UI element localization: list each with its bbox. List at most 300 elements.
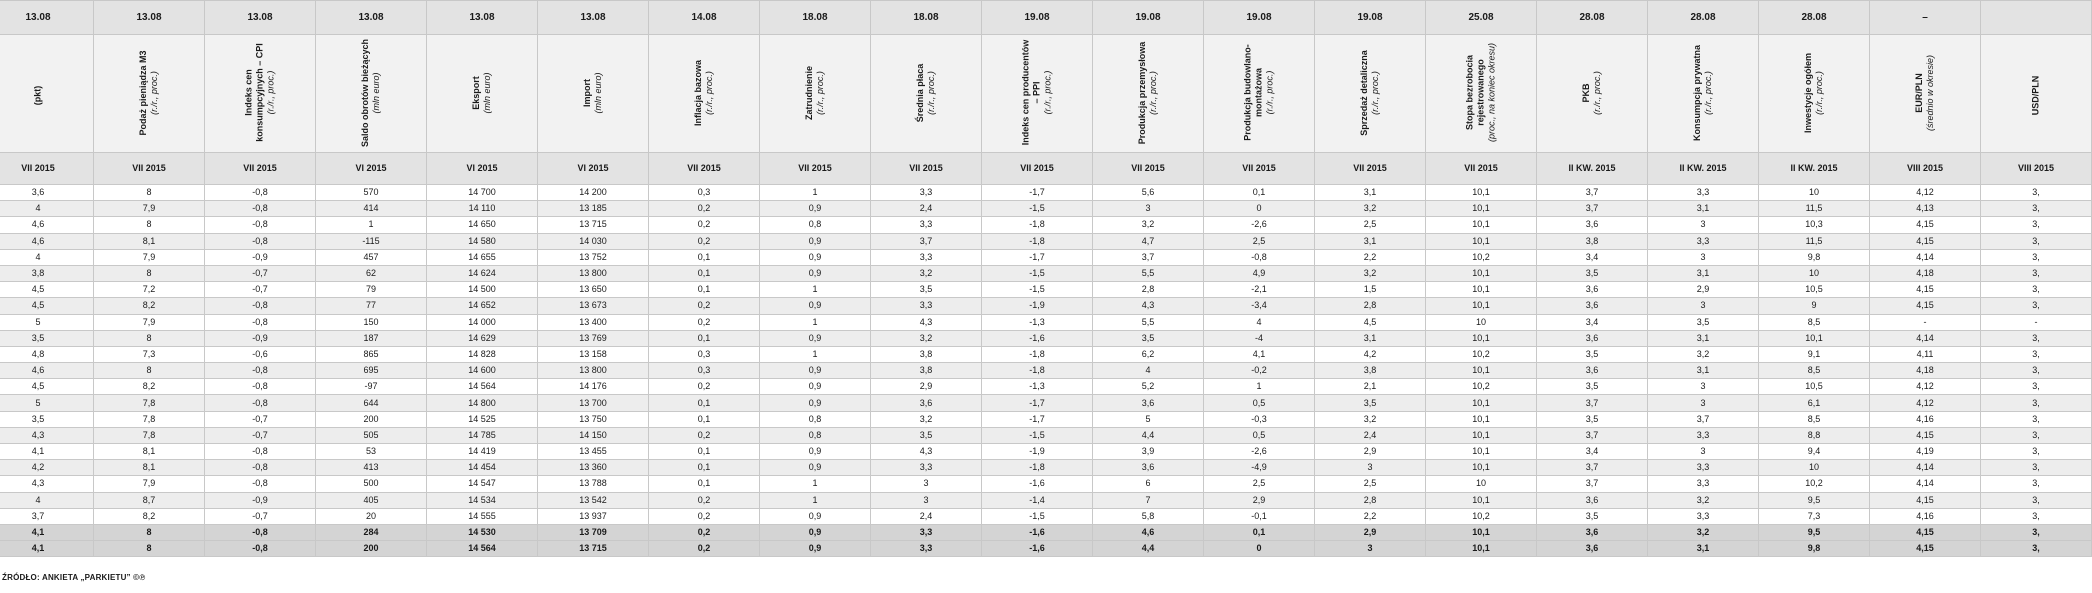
table-cell: 1 — [316, 217, 427, 233]
table-cell: -0,8 — [1204, 249, 1315, 265]
table-cell: 4,8 — [0, 346, 94, 362]
table-cell: 3,6 — [1093, 395, 1204, 411]
table-cell: 4,15 — [1870, 282, 1981, 298]
table-cell: -0,1 — [1204, 508, 1315, 524]
indicator-name: EUR/PLN — [1914, 72, 1924, 113]
table-cell: 4,4 — [1093, 427, 1204, 443]
table-cell: 13 158 — [538, 346, 649, 362]
summary-cell: 284 — [316, 524, 427, 540]
table-cell: -1,7 — [982, 185, 1093, 201]
table-cell: 4,2 — [0, 460, 94, 476]
table-cell: 0,3 — [649, 346, 760, 362]
table-cell: 3,1 — [1648, 363, 1759, 379]
table-cell: 0,1 — [649, 330, 760, 346]
table-cell: -2,1 — [1204, 282, 1315, 298]
table-cell: -1,8 — [982, 460, 1093, 476]
table-cell: 13 400 — [538, 314, 649, 330]
table-cell: 10 — [1759, 185, 1870, 201]
table-cell: 79 — [316, 282, 427, 298]
table-cell: 7,2 — [94, 282, 205, 298]
table-cell: 4,12 — [1870, 395, 1981, 411]
table-cell: 3,1 — [1315, 330, 1426, 346]
table-cell: 4,3 — [0, 427, 94, 443]
table-cell: 3 — [1648, 217, 1759, 233]
table-cell: 2,9 — [1648, 282, 1759, 298]
table-cell: 3,1 — [1648, 201, 1759, 217]
table-cell: 14 200 — [538, 185, 649, 201]
table-cell: 3 — [1648, 395, 1759, 411]
table-cell: 3,4 — [1537, 249, 1648, 265]
summary-cell: -1,6 — [982, 524, 1093, 540]
table-cell: 3,3 — [1648, 185, 1759, 201]
indicator-name: Zatrudnienie — [804, 65, 814, 120]
indicator-names-row — [0, 35, 2092, 153]
table-cell: 3,8 — [1537, 233, 1648, 249]
summary-cell: 8 — [94, 541, 205, 557]
table-cell: 0,1 — [649, 395, 760, 411]
table-row — [0, 411, 2092, 427]
table-cell: 414 — [316, 201, 427, 217]
table-row — [0, 444, 2092, 460]
reference-period-cell: VII 2015 — [1315, 153, 1426, 185]
table-cell: 3,1 — [1648, 265, 1759, 281]
table-cell: -1,3 — [982, 314, 1093, 330]
table-cell: -1,5 — [982, 282, 1093, 298]
table-cell: 3, — [1981, 201, 2092, 217]
table-cell: 10,2 — [1426, 249, 1537, 265]
table-cell: -0,8 — [205, 298, 316, 314]
indicator-unit: (r./r., proc.) — [1592, 70, 1602, 115]
table-cell: 3,7 — [0, 508, 94, 524]
table-cell: -0,9 — [205, 492, 316, 508]
indicator-unit: (mln euro) — [371, 72, 381, 114]
table-cell: 3,7 — [1648, 411, 1759, 427]
table-cell: 4,1 — [0, 444, 94, 460]
table-row — [0, 508, 2092, 524]
table-cell: 3, — [1981, 233, 2092, 249]
table-cell: 570 — [316, 185, 427, 201]
table-cell: 0,1 — [649, 476, 760, 492]
table-cell: 4,13 — [1870, 201, 1981, 217]
table-cell: 13 752 — [538, 249, 649, 265]
table-cell: -1,9 — [982, 444, 1093, 460]
table-cell: 3, — [1981, 444, 2092, 460]
indicator-name: Produkcja przemysłowa — [1137, 41, 1147, 144]
table-cell: 14 650 — [427, 217, 538, 233]
indicator-name-cell — [1204, 35, 1315, 153]
indicator-name: Średnia płaca — [915, 63, 925, 122]
table-row — [0, 314, 2092, 330]
table-cell: -0,7 — [205, 427, 316, 443]
indicator-unit: (r./r., proc.) — [1703, 70, 1713, 115]
reference-period-cell: VII 2015 — [1204, 153, 1315, 185]
table-cell: 4,1 — [1204, 346, 1315, 362]
indicator-label — [582, 38, 604, 148]
table-cell: 1 — [760, 476, 871, 492]
table-cell: 4,5 — [0, 298, 94, 314]
table-cell: 10,1 — [1426, 395, 1537, 411]
table-cell: 0,1 — [649, 460, 760, 476]
table-cell: -4,9 — [1204, 460, 1315, 476]
table-cell: 0,9 — [760, 265, 871, 281]
table-cell: -0,6 — [205, 346, 316, 362]
indicator-name-cell — [316, 35, 427, 153]
table-cell: 0,9 — [760, 460, 871, 476]
table-row — [0, 298, 2092, 314]
table-cell: 11,5 — [1759, 233, 1870, 249]
indicator-label — [1581, 38, 1603, 148]
table-cell: 4 — [1204, 314, 1315, 330]
indicator-name-cell — [871, 35, 982, 153]
table-cell: 500 — [316, 476, 427, 492]
table-cell: 7 — [1093, 492, 1204, 508]
table-cell: 3,2 — [871, 265, 982, 281]
table-cell: 3,5 — [1315, 395, 1426, 411]
table-cell: 0,2 — [649, 427, 760, 443]
indicator-name: Sprzedaż detaliczna — [1359, 49, 1369, 136]
table-cell: 0,8 — [760, 411, 871, 427]
table-cell: -0,7 — [205, 411, 316, 427]
table-cell: 14 454 — [427, 460, 538, 476]
table-cell: 7,9 — [94, 249, 205, 265]
table-cell: 4,6 — [0, 363, 94, 379]
table-cell: 4 — [0, 249, 94, 265]
table-cell: 0,9 — [760, 508, 871, 524]
indicator-label — [471, 38, 493, 148]
summary-cell: 3,1 — [1648, 541, 1759, 557]
table-cell: 10,1 — [1426, 265, 1537, 281]
table-cell: 4,14 — [1870, 476, 1981, 492]
table-cell: 3,3 — [871, 185, 982, 201]
table-cell: -0,7 — [205, 265, 316, 281]
table-cell: -1,5 — [982, 427, 1093, 443]
release-date-cell: – — [1870, 1, 1981, 35]
table-cell: 10,3 — [1759, 217, 1870, 233]
summary-cell: 3,3 — [871, 541, 982, 557]
table-cell: 3,3 — [1648, 476, 1759, 492]
table-cell: 4,3 — [0, 476, 94, 492]
table-cell: 0,8 — [760, 427, 871, 443]
summary-cell: -0,8 — [205, 524, 316, 540]
table-cell: 10,1 — [1426, 282, 1537, 298]
indicator-unit: (r./r., proc.) — [1814, 70, 1824, 115]
table-cell: 14 600 — [427, 363, 538, 379]
table-cell: 0,9 — [760, 330, 871, 346]
table-cell: 457 — [316, 249, 427, 265]
table-cell: 3,7 — [1537, 201, 1648, 217]
table-cell: 3,6 — [0, 185, 94, 201]
table-cell: 6,1 — [1759, 395, 1870, 411]
reference-period-cell: VII 2015 — [205, 153, 316, 185]
table-cell: 0,9 — [760, 249, 871, 265]
table-cell: 2,2 — [1315, 508, 1426, 524]
table-cell: 14 547 — [427, 476, 538, 492]
table-cell: 10,2 — [1759, 476, 1870, 492]
table-cell: 4,5 — [1315, 314, 1426, 330]
table-cell: 5,6 — [1093, 185, 1204, 201]
table-cell: 200 — [316, 411, 427, 427]
table-cell: 8,5 — [1759, 363, 1870, 379]
table-cell: 4,11 — [1870, 346, 1981, 362]
table-cell: 14 652 — [427, 298, 538, 314]
table-cell: 10,5 — [1759, 379, 1870, 395]
table-cell: 14 800 — [427, 395, 538, 411]
reference-period-cell: II KW. 2015 — [1648, 153, 1759, 185]
release-date-cell: 13.08 — [427, 1, 538, 35]
table-cell: -0,8 — [205, 476, 316, 492]
table-cell: 2,8 — [1093, 282, 1204, 298]
table-cell: 8,2 — [94, 379, 205, 395]
table-cell: -2,6 — [1204, 444, 1315, 460]
reference-period-cell: VII 2015 — [760, 153, 871, 185]
table-cell: 77 — [316, 298, 427, 314]
indicator-label — [1243, 38, 1276, 148]
indicator-unit: (r./r., proc.) — [815, 70, 825, 115]
table-cell: 0,3 — [649, 363, 760, 379]
release-date-cell: 13.08 — [538, 1, 649, 35]
table-cell: 3,6 — [1537, 217, 1648, 233]
table-cell: 10 — [1426, 314, 1537, 330]
table-cell: 3,8 — [871, 363, 982, 379]
table-cell: 4,16 — [1870, 411, 1981, 427]
table-cell: 10,2 — [1426, 379, 1537, 395]
table-cell: 3,2 — [1648, 492, 1759, 508]
indicator-unit: (proc., na koniec okresu) — [1486, 42, 1497, 143]
table-cell: 14 525 — [427, 411, 538, 427]
table-row — [0, 460, 2092, 476]
indicator-label — [915, 38, 937, 148]
release-date-cell: 13.08 — [94, 1, 205, 35]
table-cell: 3,1 — [1315, 185, 1426, 201]
table-cell: 8,5 — [1759, 314, 1870, 330]
table-cell: 14 655 — [427, 249, 538, 265]
table-cell: -0,8 — [205, 363, 316, 379]
table-cell: 14 030 — [538, 233, 649, 249]
indicator-label — [1465, 38, 1498, 148]
table-cell: 0,1 — [649, 411, 760, 427]
indicator-label — [1803, 38, 1825, 148]
table-cell: 4 — [1093, 363, 1204, 379]
table-cell: 3, — [1981, 492, 2092, 508]
table-cell: -0,3 — [1204, 411, 1315, 427]
table-cell: 3,7 — [1537, 460, 1648, 476]
table-cell: 53 — [316, 444, 427, 460]
table-cell: 10 — [1426, 476, 1537, 492]
table-cell: 13 800 — [538, 265, 649, 281]
table-cell: 13 800 — [538, 363, 649, 379]
summary-cell: 0,9 — [760, 541, 871, 557]
summary-cell: 3,6 — [1537, 541, 1648, 557]
table-cell: - — [1981, 314, 2092, 330]
table-cell: 13 788 — [538, 476, 649, 492]
summary-cell: 3, — [1981, 541, 2092, 557]
indicator-label — [33, 40, 44, 150]
table-cell: 0,9 — [760, 395, 871, 411]
table-cell: 0,5 — [1204, 427, 1315, 443]
table-cell: 0,9 — [760, 298, 871, 314]
table-cell: 1 — [760, 492, 871, 508]
release-date-cell: 13.08 — [316, 1, 427, 35]
reference-period-cell: VI 2015 — [316, 153, 427, 185]
table-cell: 10,1 — [1426, 330, 1537, 346]
table-cell: 413 — [316, 460, 427, 476]
table-cell: 0,9 — [760, 201, 871, 217]
table-cell: 405 — [316, 492, 427, 508]
table-cell: 14 580 — [427, 233, 538, 249]
indicator-label — [1021, 38, 1054, 148]
release-date-cell: 13.08 — [0, 1, 94, 35]
table-cell: 10,1 — [1426, 233, 1537, 249]
table-cell: 13 455 — [538, 444, 649, 460]
table-cell: 0,1 — [649, 249, 760, 265]
table-cell: 8,2 — [94, 298, 205, 314]
table-cell: 3,5 — [871, 427, 982, 443]
table-cell: 0,1 — [1204, 185, 1315, 201]
indicator-name-cell — [760, 35, 871, 153]
table-cell: 3,2 — [1648, 346, 1759, 362]
table-cell: 14 176 — [538, 379, 649, 395]
table-cell: 13 673 — [538, 298, 649, 314]
table-cell: 14 564 — [427, 379, 538, 395]
table-cell: 2,4 — [871, 201, 982, 217]
table-cell: 2,8 — [1315, 492, 1426, 508]
table-cell: -1,3 — [982, 379, 1093, 395]
table-cell: 5,5 — [1093, 314, 1204, 330]
table-cell: -0,2 — [1204, 363, 1315, 379]
table-cell: 9,5 — [1759, 492, 1870, 508]
table-cell: 5 — [1093, 411, 1204, 427]
table-cell: -1,8 — [982, 346, 1093, 362]
indicator-name-cell — [1759, 35, 1870, 153]
table-row — [0, 395, 2092, 411]
table-cell: -1,4 — [982, 492, 1093, 508]
table-cell: 3,6 — [1537, 363, 1648, 379]
indicator-name: Inflacja bazowa — [693, 59, 703, 126]
table-cell: -115 — [316, 233, 427, 249]
table-cell: 13 715 — [538, 217, 649, 233]
table-cell: 2,4 — [871, 508, 982, 524]
table-cell: 3, — [1981, 330, 2092, 346]
table-cell: 8 — [94, 363, 205, 379]
table-cell: 2,9 — [1204, 492, 1315, 508]
table-cell: -0,8 — [205, 379, 316, 395]
indicator-label — [360, 38, 382, 148]
table-cell: 10,1 — [1426, 427, 1537, 443]
indicator-name: Indeks cen producentów – PPI — [1020, 39, 1042, 146]
table-cell: 13 185 — [538, 201, 649, 217]
table-cell: 3,8 — [0, 265, 94, 281]
table-cell: -0,8 — [205, 460, 316, 476]
table-cell: 3, — [1981, 363, 2092, 379]
table-cell: 3,5 — [1537, 508, 1648, 524]
table-cell: 3,6 — [1537, 330, 1648, 346]
table-cell: 4,18 — [1870, 363, 1981, 379]
table-cell: 0,3 — [649, 185, 760, 201]
table-row — [0, 265, 2092, 281]
table-cell: 4,14 — [1870, 330, 1981, 346]
table-cell: 13 542 — [538, 492, 649, 508]
summary-cell: 200 — [316, 541, 427, 557]
table-row — [0, 233, 2092, 249]
table-cell: 3,3 — [871, 298, 982, 314]
indicator-name: Indeks cen konsumpcyjnych – CPI — [243, 43, 265, 142]
reference-period-cell: VII 2015 — [649, 153, 760, 185]
table-cell: 8 — [94, 330, 205, 346]
reference-period-cell: VI 2015 — [538, 153, 649, 185]
table-cell: 2,4 — [1315, 427, 1426, 443]
table-row — [0, 476, 2092, 492]
table-cell: 8 — [94, 265, 205, 281]
table-cell: 0,2 — [649, 233, 760, 249]
table-row — [0, 330, 2092, 346]
table-cell: 10,1 — [1426, 217, 1537, 233]
table-cell: 3, — [1981, 298, 2092, 314]
table-cell: 3,2 — [1315, 265, 1426, 281]
table-cell: 4,15 — [1870, 298, 1981, 314]
release-date-cell: 19.08 — [1093, 1, 1204, 35]
table-cell: 3,5 — [0, 330, 94, 346]
table-cell: 2,5 — [1315, 217, 1426, 233]
table-cell: -0,7 — [205, 282, 316, 298]
table-cell: 3,5 — [1648, 314, 1759, 330]
table-cell: 8,7 — [94, 492, 205, 508]
table-cell: 0,2 — [649, 201, 760, 217]
summary-cell: 3,6 — [1537, 524, 1648, 540]
table-cell: 3, — [1981, 476, 2092, 492]
table-cell: 4,3 — [1093, 298, 1204, 314]
indicator-unit: (r./r., proc.) — [265, 70, 276, 115]
average-row — [0, 524, 2092, 540]
table-cell: 3,4 — [1537, 314, 1648, 330]
table-cell: 10,1 — [1426, 492, 1537, 508]
indicator-name: Podaż pieniądza M3 — [138, 49, 148, 136]
indicator-unit: (r./r., proc.) — [1148, 70, 1158, 115]
table-cell: 9,1 — [1759, 346, 1870, 362]
table-cell: 14 534 — [427, 492, 538, 508]
table-cell: 3, — [1981, 460, 2092, 476]
table-cell: -1,5 — [982, 201, 1093, 217]
indicator-unit: (r./r., proc.) — [149, 70, 159, 115]
summary-cell: 9,5 — [1759, 524, 1870, 540]
table-cell: 7,8 — [94, 411, 205, 427]
table-cell: 4,14 — [1870, 460, 1981, 476]
reference-period-cell: II KW. 2015 — [1537, 153, 1648, 185]
summary-cell: 4,4 — [1093, 541, 1204, 557]
table-cell: 3,5 — [1537, 411, 1648, 427]
table-cell: 3, — [1981, 282, 2092, 298]
table-cell: 3, — [1981, 249, 2092, 265]
summary-cell: 8 — [94, 524, 205, 540]
source-note: ŹRÓDŁO: ANKIETA „PARKIETU” ©℗ — [2, 573, 146, 582]
table-cell: 11,5 — [1759, 201, 1870, 217]
table-cell: 4,3 — [871, 444, 982, 460]
table-cell: - — [1870, 314, 1981, 330]
reference-period-cell: VII 2015 — [94, 153, 205, 185]
table-cell: 13 650 — [538, 282, 649, 298]
table-cell: 3,5 — [1537, 265, 1648, 281]
table-cell: 13 360 — [538, 460, 649, 476]
table-cell: -0,7 — [205, 508, 316, 524]
table-cell: 4,12 — [1870, 379, 1981, 395]
table-cell: 8,1 — [94, 444, 205, 460]
table-cell: 10,1 — [1426, 185, 1537, 201]
summary-cell: 13 715 — [538, 541, 649, 557]
indicator-name: Stopa bezrobocia rejestrowanego — [1464, 55, 1486, 131]
summary-cell: -1,6 — [982, 541, 1093, 557]
indicator-label — [1914, 38, 1936, 148]
table-cell: 2,5 — [1315, 476, 1426, 492]
table-cell: 3 — [1093, 201, 1204, 217]
